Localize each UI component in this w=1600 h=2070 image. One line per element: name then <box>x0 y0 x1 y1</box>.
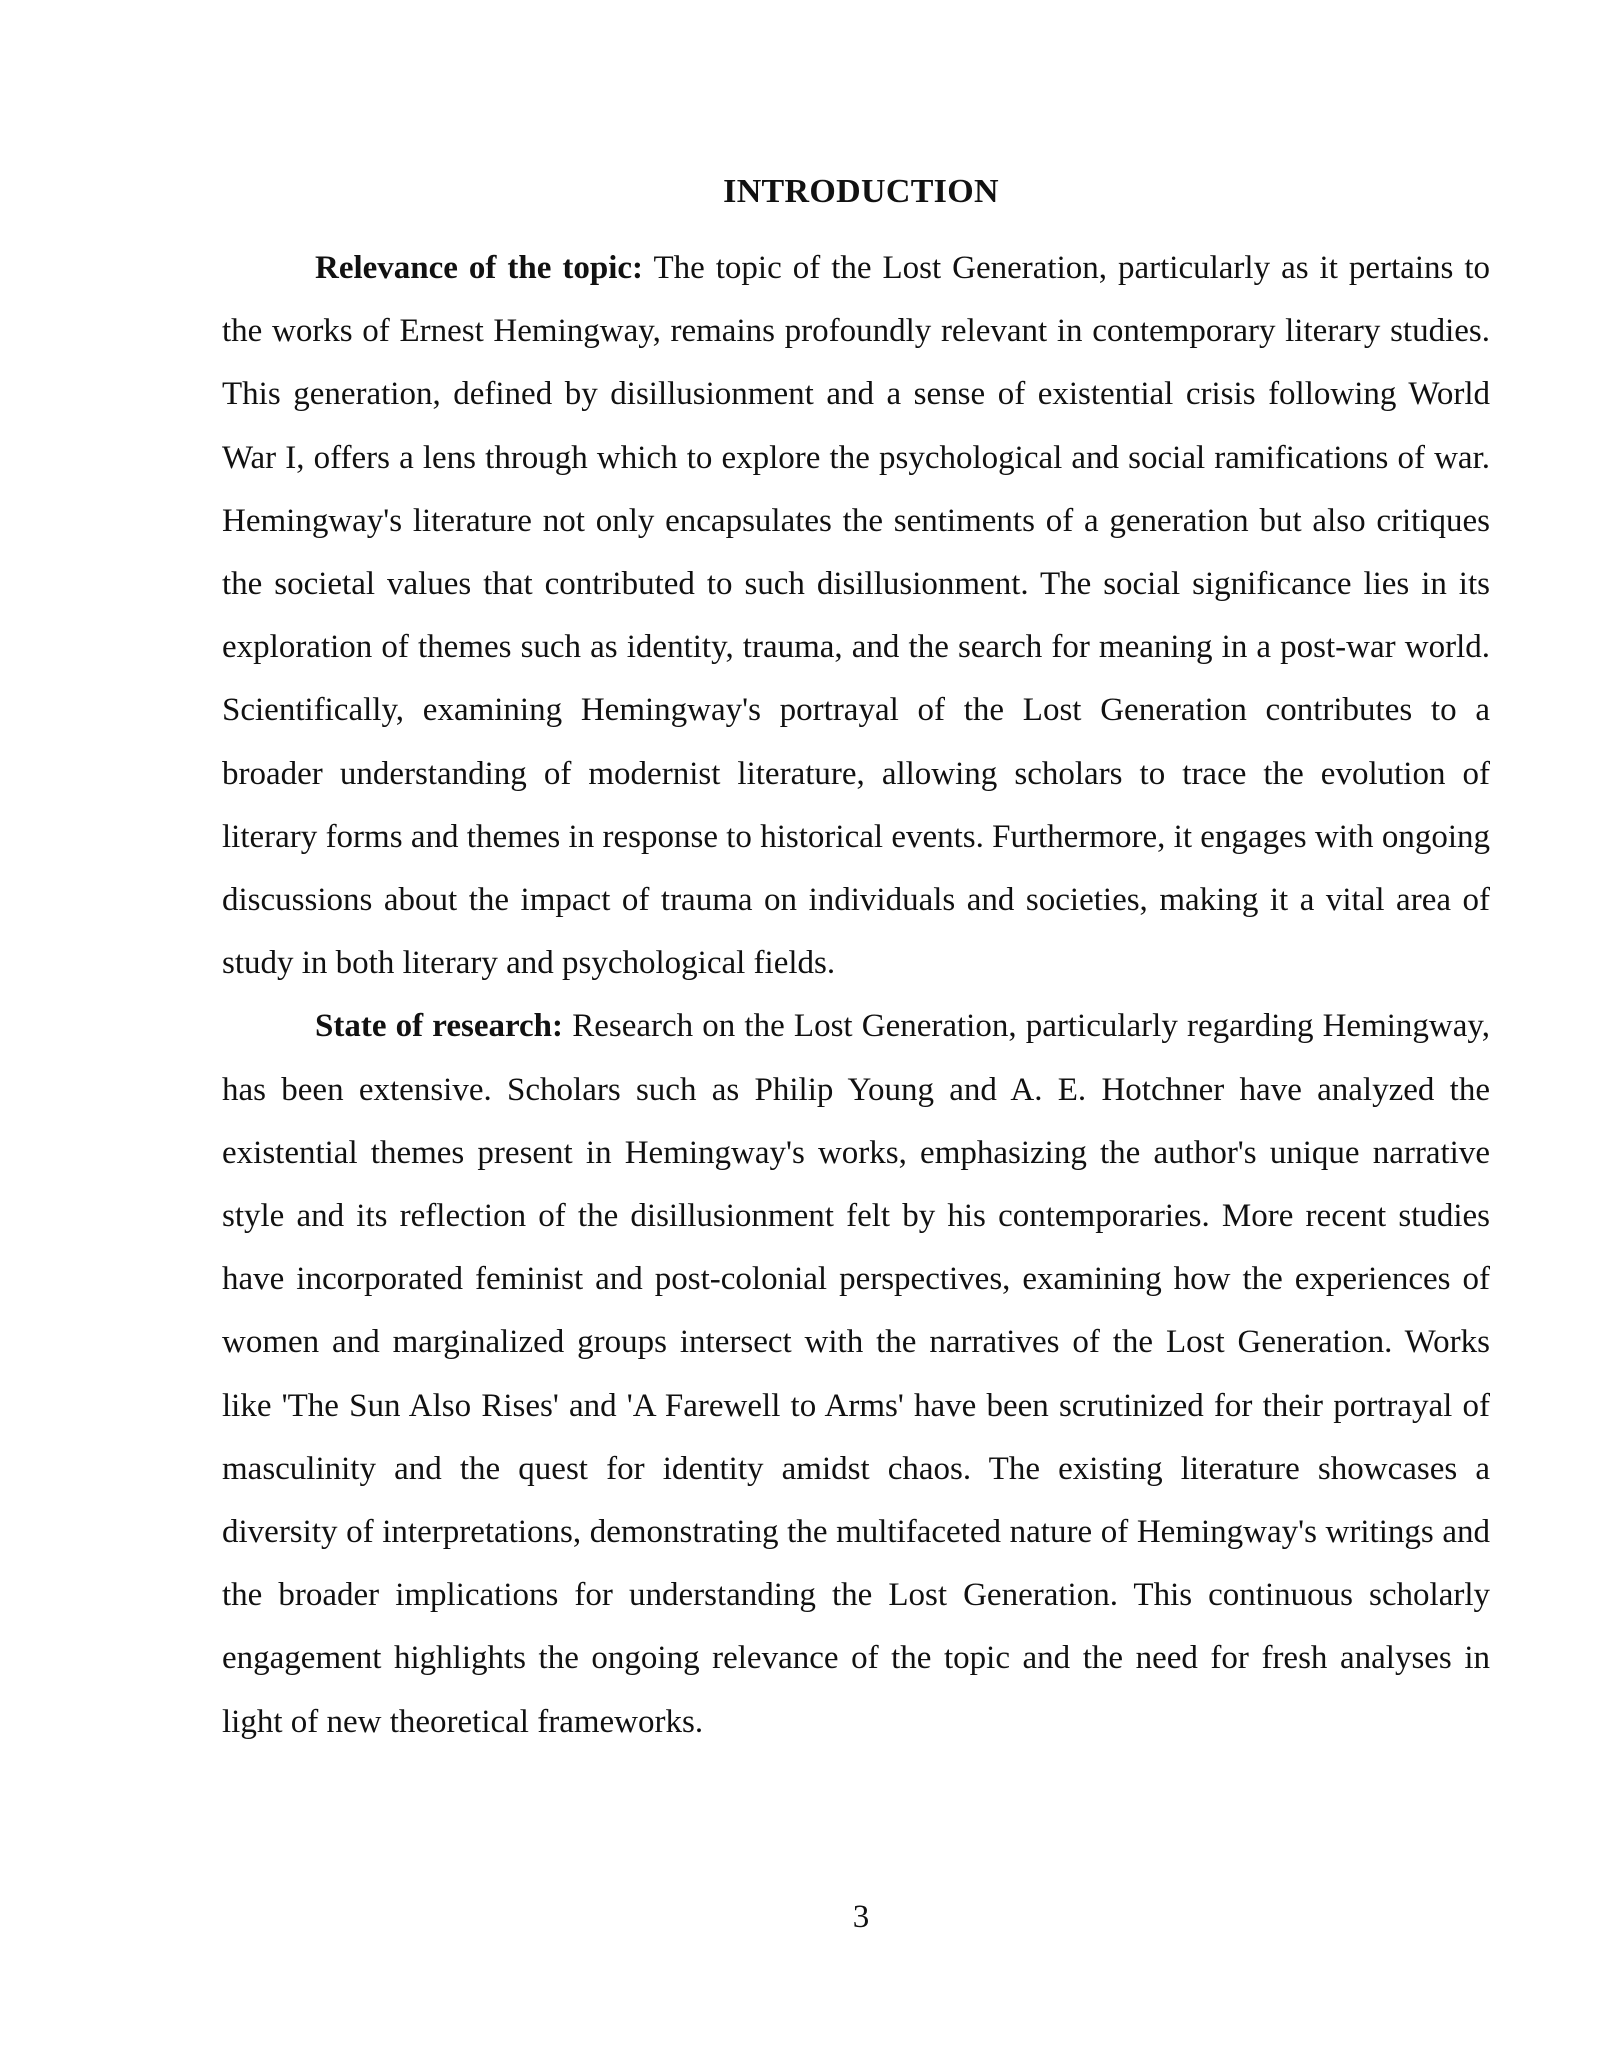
paragraph-lead-relevance: Relevance of the topic: <box>315 250 644 286</box>
body-text <box>222 237 1490 1754</box>
paragraph-text-relevance: The topic of the Lost Generation, particularly as it pertains to the works of Ernest Hemingway, remains profoundly relevant in contemporary literary studies. This generation, defined by disillusionment and a sense of existential crisis following World War I, offers a lens through which to explore the psychological and social ramifications of war. Hemingway's literature not only encapsulates the sentiments of a generation but also critiques the societal values that contributed to such disillusionment. The social significance lies in its exploration of themes such as identity, trauma, and the search for meaning in a post-war world. Scientifically, examining Hemingway's portrayal of the Lost Generation contributes to a broader understanding of modernist literature, allowing scholars to trace the evolution of literary forms and themes in response to historical events. Furthermore, it engages with ongoing discussions about the impact of trauma on individuals and societies, making it a vital area of study in both literary and psychological fields. <box>222 250 1491 982</box>
paragraph-lead-state-of-research: State of research: <box>315 1008 564 1045</box>
page-title: INTRODUCTION <box>723 172 999 210</box>
paragraph-text-state-of-research: Research on the Lost Generation, particularly regarding Hemingway, has been extensive. Scholars such as Philip Young and A. E. Hotchner have analyzed the existential themes present in Hemingway's works, emphasizing the author's unique narrative style and its reflection of the disillusionment felt by his contemporaries. More recent studies have incorporated feminist and post-colonial perspectives, examining how the experiences of women and marginalized groups intersect with the narratives of the Lost Generation. Works like 'The Sun Also Rises' and 'A Farewell to Arms' have been scrutinized for their portrayal of masculinity and the quest for identity amidst chaos. The existing literature showcases a diversity of interpretations, demonstrating the multifaceted nature of Hemingway's writings and the broader implications for understanding the Lost Generation. This continuous scholarly engagement highlights the ongoing relevance of the topic and the need for fresh analyses in light of new theoretical frameworks. <box>222 1008 1491 1740</box>
paragraph-state-of-research <box>222 995 1490 1753</box>
page-number: 3 <box>852 1899 870 1935</box>
paragraph-relevance <box>222 237 1490 995</box>
